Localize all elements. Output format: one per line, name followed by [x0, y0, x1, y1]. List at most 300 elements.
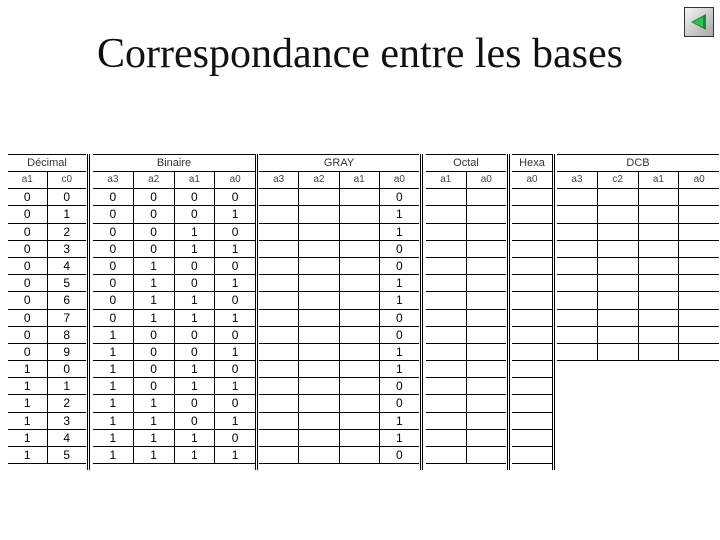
table-cell — [259, 344, 299, 360]
table-cell — [639, 292, 680, 308]
table-cell — [467, 292, 507, 308]
table-cell — [639, 189, 680, 205]
table-cell: 0 — [8, 327, 48, 343]
table-cell: 1 — [231, 207, 239, 222]
column-headers — [259, 172, 419, 189]
column-header: a1 — [426, 172, 467, 188]
table-cell: 1 — [231, 448, 239, 462]
column-header: a1 — [340, 172, 380, 188]
table-cell — [299, 361, 339, 377]
table-row — [8, 447, 86, 464]
table-cell — [639, 310, 680, 326]
table-dcb — [557, 154, 719, 361]
table-cell — [299, 224, 339, 240]
table-cell — [557, 327, 598, 343]
table-cell — [679, 189, 719, 205]
table-cell — [679, 327, 719, 343]
table-row — [426, 310, 506, 327]
table-cell — [679, 310, 719, 326]
table-cell: 1 — [231, 379, 239, 394]
table-cell: 5 — [63, 276, 71, 291]
table-cell: 0 — [175, 206, 216, 222]
table-cell — [340, 241, 380, 257]
table-gray — [259, 154, 419, 464]
table-cell — [299, 378, 339, 394]
table-cell: 0 — [396, 448, 403, 462]
table-cell: 0 — [396, 241, 403, 256]
table-cell — [467, 344, 507, 360]
table-cell: 0 — [231, 224, 239, 239]
table-row — [512, 413, 552, 430]
table-row — [259, 447, 419, 464]
table-cell: 0 — [396, 379, 403, 394]
table-cell — [467, 275, 507, 291]
table-cell: 1 — [231, 344, 239, 359]
table-cell — [340, 327, 380, 343]
table-cell: 0 — [93, 206, 134, 222]
column-header: a2 — [134, 172, 175, 188]
table-row — [426, 189, 506, 206]
table-row — [512, 395, 552, 412]
table-cell — [299, 344, 339, 360]
table-cell — [467, 310, 507, 326]
table-row — [512, 430, 552, 447]
table-hexa — [512, 154, 552, 464]
separator — [87, 154, 90, 470]
table-row — [93, 206, 255, 223]
table-row — [426, 395, 506, 412]
table-row — [512, 258, 552, 275]
table-cell — [340, 258, 380, 274]
table-cell: 0 — [231, 293, 239, 308]
column-headers — [93, 172, 255, 189]
table-row — [512, 361, 552, 378]
table-cell: 1 — [175, 447, 216, 463]
table-cell — [679, 275, 719, 291]
table-cell — [598, 275, 639, 291]
column-headers — [557, 172, 719, 189]
table-cell: 4 — [63, 430, 71, 445]
table-cell: 1 — [396, 362, 403, 377]
table-cell — [340, 447, 380, 463]
table-cell — [557, 258, 598, 274]
table-cell: 0 — [175, 258, 216, 274]
table-cell — [598, 241, 639, 257]
table-cell — [299, 447, 339, 463]
table-row — [259, 189, 419, 206]
table-cell: 0 — [396, 190, 403, 205]
table-cell — [598, 344, 639, 360]
table-cell: 1 — [8, 378, 48, 394]
table-row — [8, 224, 86, 241]
table-cell — [512, 378, 552, 394]
table-cell — [557, 224, 598, 240]
table-cell — [426, 189, 467, 205]
table-cell — [259, 447, 299, 463]
separator — [507, 154, 510, 470]
table-cell: 8 — [63, 327, 71, 342]
table-cell — [639, 327, 680, 343]
column-header: a1 — [639, 172, 680, 188]
table-cell — [426, 361, 467, 377]
column-header: a0 — [393, 174, 405, 185]
table-cell — [259, 327, 299, 343]
table-row — [93, 224, 255, 241]
table-cell: 1 — [396, 413, 403, 428]
table-cell — [426, 327, 467, 343]
table-cell — [512, 258, 552, 274]
table-cell: 2 — [63, 224, 71, 239]
table-cell: 1 — [93, 430, 134, 446]
group-header: GRAY — [259, 154, 419, 172]
table-row — [93, 292, 255, 309]
table-row — [93, 241, 255, 258]
table-cell — [679, 292, 719, 308]
table-row — [93, 395, 255, 412]
table-cell: 1 — [93, 447, 134, 463]
table-cell: 1 — [175, 241, 216, 257]
table-cell: 1 — [396, 224, 403, 239]
table-row — [93, 378, 255, 395]
table-cell — [467, 206, 507, 222]
table-row — [259, 327, 419, 344]
table-cell: 5 — [63, 448, 71, 462]
group-header: Hexa — [512, 154, 552, 172]
table-cell: 0 — [8, 344, 48, 360]
table-cell — [679, 224, 719, 240]
table-cell: 1 — [93, 413, 134, 429]
table-cell — [467, 258, 507, 274]
table-cell — [598, 224, 639, 240]
table-cell: 9 — [63, 344, 71, 359]
table-row — [557, 310, 719, 327]
table-cell — [426, 310, 467, 326]
table-cell — [340, 189, 380, 205]
table-row — [259, 224, 419, 241]
table-row — [259, 241, 419, 258]
table-row — [426, 447, 506, 464]
column-header: a0 — [480, 174, 492, 185]
table-cell: 0 — [231, 396, 239, 411]
table-row — [557, 258, 719, 275]
table-row — [512, 224, 552, 241]
table-row — [8, 378, 86, 395]
column-header: a3 — [93, 172, 134, 188]
table-cell: 3 — [63, 413, 71, 428]
table-row — [93, 258, 255, 275]
table-cell: 0 — [175, 275, 216, 291]
column-headers — [8, 172, 86, 189]
table-cell: 0 — [8, 275, 48, 291]
table-cell: 0 — [8, 292, 48, 308]
table-cell: 0 — [93, 310, 134, 326]
table-row — [93, 327, 255, 344]
table-cell — [557, 344, 598, 360]
table-row — [512, 241, 552, 258]
table-octal — [426, 154, 506, 464]
table-row — [259, 344, 419, 361]
group-header: Décimal — [8, 154, 86, 172]
table-row — [93, 275, 255, 292]
table-row — [93, 189, 255, 206]
table-cell: 1 — [63, 379, 71, 394]
table-row — [426, 430, 506, 447]
table-row — [259, 430, 419, 447]
table-row — [8, 258, 86, 275]
table-row — [8, 275, 86, 292]
table-row — [259, 361, 419, 378]
table-cell — [512, 292, 552, 308]
table-row — [8, 241, 86, 258]
table-row — [512, 344, 552, 361]
table-cell — [512, 189, 552, 205]
table-row — [512, 275, 552, 292]
table-cell: 0 — [396, 327, 403, 342]
table-cell — [557, 206, 598, 222]
table-cell: 1 — [396, 207, 403, 222]
table-row — [512, 206, 552, 223]
table-row — [259, 292, 419, 309]
table-cell — [512, 224, 552, 240]
table-cell: 1 — [231, 276, 239, 291]
table-cell: 0 — [93, 241, 134, 257]
separator — [255, 154, 258, 470]
table-row — [259, 206, 419, 223]
table-row — [557, 189, 719, 206]
table-cell: 1 — [134, 430, 175, 446]
table-row — [426, 275, 506, 292]
table-cell — [512, 206, 552, 222]
table-row — [259, 395, 419, 412]
table-cell: 1 — [8, 447, 48, 463]
table-cell: 1 — [134, 275, 175, 291]
table-cell: 0 — [8, 310, 48, 326]
table-cell: 1 — [93, 327, 134, 343]
table-row — [8, 310, 86, 327]
table-cell: 0 — [175, 413, 216, 429]
table-cell: 1 — [93, 378, 134, 394]
table-cell — [259, 361, 299, 377]
table-cell — [340, 224, 380, 240]
table-cell: 1 — [93, 361, 134, 377]
table-cell — [512, 344, 552, 360]
table-cell — [299, 413, 339, 429]
table-row — [8, 430, 86, 447]
table-row — [557, 344, 719, 361]
table-cell — [259, 275, 299, 291]
column-header: a0 — [229, 174, 241, 185]
table-cell — [557, 275, 598, 291]
table-cell — [299, 189, 339, 205]
table-cell: 0 — [175, 395, 216, 411]
table-row — [426, 241, 506, 258]
column-header: a0 — [526, 174, 538, 185]
table-cell — [639, 275, 680, 291]
table-cell: 0 — [231, 430, 239, 445]
column-headers — [426, 172, 506, 189]
table-row — [426, 344, 506, 361]
table-cell: 1 — [175, 361, 216, 377]
table-cell — [679, 206, 719, 222]
table-row — [426, 327, 506, 344]
table-row — [93, 447, 255, 464]
table-cell — [512, 241, 552, 257]
table-row — [259, 275, 419, 292]
table-cell — [467, 430, 507, 446]
table-cell: 0 — [8, 224, 48, 240]
table-cell — [679, 344, 719, 360]
table-cell: 1 — [134, 310, 175, 326]
table-cell — [340, 275, 380, 291]
table-cell: 0 — [93, 189, 134, 205]
table-cell: 0 — [8, 258, 48, 274]
table-row — [93, 361, 255, 378]
table-row — [426, 413, 506, 430]
table-cell: 1 — [231, 310, 239, 325]
table-cell — [512, 327, 552, 343]
table-row — [8, 292, 86, 309]
table-cell — [598, 327, 639, 343]
table-cell: 1 — [8, 361, 48, 377]
table-cell — [259, 189, 299, 205]
table-row — [259, 413, 419, 430]
separator — [552, 154, 555, 470]
table-cell — [299, 292, 339, 308]
table-cell: 1 — [8, 430, 48, 446]
table-cell: 0 — [231, 327, 239, 342]
table-cell — [299, 310, 339, 326]
table-cell: 0 — [93, 275, 134, 291]
table-cell — [598, 292, 639, 308]
table-cell — [299, 275, 339, 291]
table-decimal — [8, 154, 86, 464]
table-cell — [598, 189, 639, 205]
table-cell — [340, 395, 380, 411]
table-row — [426, 206, 506, 223]
separator — [420, 154, 423, 470]
table-row — [557, 327, 719, 344]
table-cell: 1 — [175, 224, 216, 240]
table-row — [557, 292, 719, 309]
table-cell — [259, 206, 299, 222]
table-cell — [512, 361, 552, 377]
table-cell — [426, 292, 467, 308]
table-cell — [299, 258, 339, 274]
table-cell — [426, 430, 467, 446]
table-cell: 1 — [175, 292, 216, 308]
table-cell — [426, 378, 467, 394]
table-cell — [639, 206, 680, 222]
table-cell: 0 — [8, 206, 48, 222]
table-binaire — [93, 154, 255, 464]
table-row — [8, 361, 86, 378]
table-cell: 0 — [175, 344, 216, 360]
table-cell — [340, 344, 380, 360]
table-cell: 1 — [93, 344, 134, 360]
table-cell: 0 — [134, 241, 175, 257]
table-cell — [512, 430, 552, 446]
table-cell: 0 — [134, 206, 175, 222]
table-cell — [340, 292, 380, 308]
table-row — [8, 189, 86, 206]
table-cell — [467, 241, 507, 257]
table-row — [8, 413, 86, 430]
table-row — [512, 189, 552, 206]
conversion-tables — [0, 154, 720, 470]
table-cell: 0 — [175, 189, 216, 205]
table-row — [93, 310, 255, 327]
table-row — [512, 310, 552, 327]
table-cell — [340, 206, 380, 222]
table-cell: 1 — [93, 395, 134, 411]
table-cell: 1 — [134, 447, 175, 463]
table-cell: 1 — [231, 241, 239, 256]
table-cell — [679, 241, 719, 257]
table-row — [426, 378, 506, 395]
table-cell — [467, 395, 507, 411]
table-cell — [426, 224, 467, 240]
table-cell — [467, 224, 507, 240]
table-cell — [259, 258, 299, 274]
table-row — [512, 447, 552, 464]
table-cell — [557, 189, 598, 205]
table-cell: 0 — [134, 361, 175, 377]
table-cell: 0 — [134, 344, 175, 360]
column-header: a3 — [259, 172, 299, 188]
table-cell: 1 — [175, 430, 216, 446]
table-cell — [259, 224, 299, 240]
table-cell: 0 — [8, 241, 48, 257]
table-cell — [512, 413, 552, 429]
table-cell: 0 — [63, 190, 71, 205]
table-cell — [512, 310, 552, 326]
table-cell: 1 — [134, 395, 175, 411]
table-row — [8, 206, 86, 223]
table-cell — [639, 241, 680, 257]
column-header: c2 — [598, 172, 639, 188]
group-header: Octal — [426, 154, 506, 172]
table-cell: 0 — [134, 378, 175, 394]
table-cell: 1 — [63, 207, 71, 222]
table-row — [557, 224, 719, 241]
table-cell — [426, 447, 467, 463]
table-cell — [259, 413, 299, 429]
table-cell — [340, 430, 380, 446]
table-cell — [512, 395, 552, 411]
table-cell: 1 — [396, 430, 403, 445]
table-row — [557, 241, 719, 258]
table-cell — [426, 241, 467, 257]
table-cell — [639, 258, 680, 274]
table-cell — [467, 361, 507, 377]
table-cell: 1 — [396, 293, 403, 308]
table-cell — [299, 241, 339, 257]
table-cell — [299, 430, 339, 446]
table-cell: 0 — [8, 189, 48, 205]
table-cell: 0 — [93, 258, 134, 274]
column-headers — [512, 172, 552, 189]
table-cell — [340, 361, 380, 377]
table-cell: 1 — [134, 413, 175, 429]
table-row — [426, 224, 506, 241]
table-cell — [426, 258, 467, 274]
table-row — [93, 413, 255, 430]
table-cell: 0 — [93, 292, 134, 308]
table-row — [93, 344, 255, 361]
back-arrow-icon[interactable] — [684, 7, 714, 37]
table-row — [259, 258, 419, 275]
table-cell: 0 — [396, 396, 403, 411]
